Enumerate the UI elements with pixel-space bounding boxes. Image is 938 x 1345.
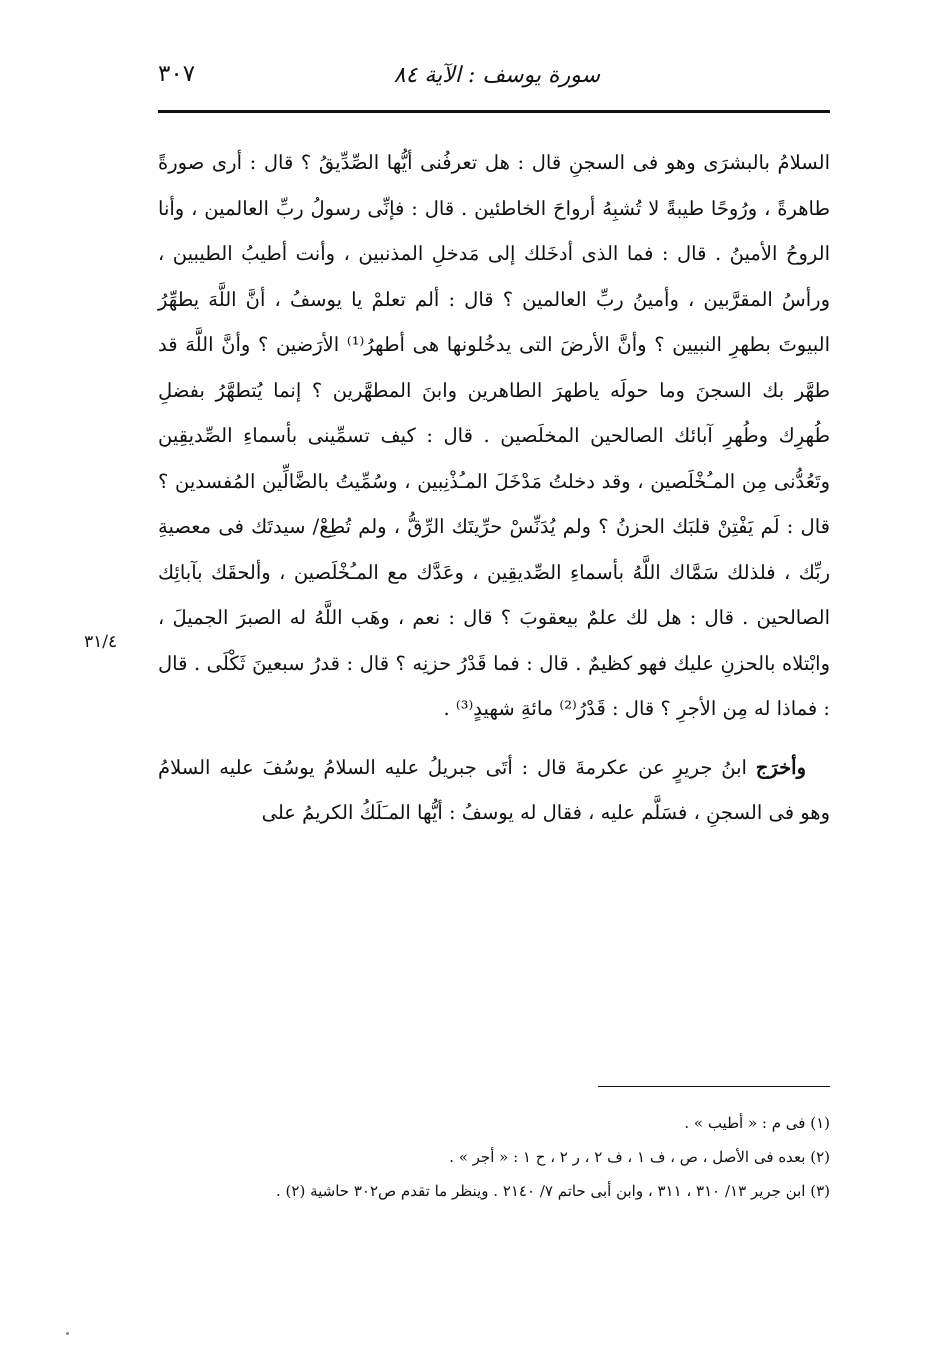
footnote-3: (٣) ابن جرير ١٣/ ٣١٠ ، ٣١١ ، وابن أبى حاتم ٧/ ٢١٤٠ . وينظر ما تقدم ص٣٠٢ حاشية (٢) . — [276, 1182, 830, 1200]
running-header — [158, 55, 830, 105]
scan-speck — [66, 1332, 69, 1335]
running-title: سورة يوسف : الآية ٨٤ — [393, 63, 600, 88]
footnotes — [158, 1106, 830, 1208]
main-text — [158, 140, 830, 836]
footnote-divider — [598, 1086, 830, 1087]
paragraph-2 — [158, 745, 830, 836]
footnote-1: (١) فى م : « أطيب » . — [684, 1114, 830, 1132]
paragraph-1: السلامُ بالبشرَى وهو فى السجنِ قال : هل تعرفُنى أيُّها الصِّدِّيقُ ؟ قال : أرى صورةً طاهرةً ، ورُوحًا طيبةً لا تُشبِهُ أرواحَ الخاطئين . قال : فإنِّى رسولُ ربِّ العالمين ، وأنا الروحُ الأمينُ . قال : فما الذى أدخَلك إلى مَدخلِ المذنبين ، وأنت أطيبُ الطيبين ، ورأسُ المقرَّبين ، وأمينُ ربِّ العالمين ؟ قال : ألم تعلمْ يا يوسفُ ، أنَّ اللَّهَ يطهِّرُ البيوتَ بطهرِ النبيين ؟ وأنَّ الأرضَ التى يدخُلونها هى أطهرُ⁽¹⁾ الأرَضين ؟ وأنَّ اللَّهَ قد طهَّر بك السجنَ وما حولَه ياطهرَ الطاهرين وابنَ المطهَّرين ؟ إنما يُتطهَّرُ بفضلِ طُهرِك وطُهرِ آبائك الصالحين المخلَصين . قال : كيف تسمِّينى بأسماءِ الصِّديقِين وتَعُدُّنى مِن المـُخْلَصين ، وقد دخلتُ مَدْخَلَ المـُذْنِبين ، وسُمِّيتُ بالضَّالِّين المُفسدين ؟ قال : لَم يَفْتِنْ قلبَك الحزنُ ؟ ولم يُدَنِّسْ حرِّيتَك الرِّقُّ ، ولم تُطِعْ/ سيدتَك فى معصيةِ ربِّك ، فلذلك سَمَّاك اللَّهُ بأسماءِ الصِّديقِين ، وعَدَّك مع المـُخْلَصين ، وألحقَك بآبائِك الصالحين . قال : هل لك علمٌ بيعقوبَ ؟ قال : نعم ، وهَب اللَّهُ له الصبرَ الجميلَ ، وابْتلاه بالحزنِ عليك فهو كظيمٌ . قال : فما قَدْرُ حزنِه ؟ قال : قدرُ سبعينَ ثَكْلَى . قال : فماذا له مِن الأجرِ ؟ قال : قَدْرُ⁽²⁾ مائةِ شهيدٍ⁽³⁾ . — [158, 151, 831, 720]
paragraph-2-lead: وأخرَج — [755, 755, 806, 779]
margin-reference: ٣١/٤ — [84, 632, 118, 652]
paragraph-2-text: ابنُ جريرٍ عن عكرمةَ قال : أتَى جبريلُ عليه السلامُ يوسُفَ عليه السلامُ وهو فى السجنِ ، فسَلَّم عليه ، فقال له يوسفُ : أيُّها المـَلَكُ الكريمُ على — [158, 755, 830, 824]
header-divider — [158, 110, 830, 113]
footnote-2: (٢) بعده فى الأصل ، ص ، ف ١ ، ف ٢ ، ر ٢ ، ح ١ : « أجر » . — [449, 1148, 830, 1166]
page-number: ٣٠٧ — [158, 61, 196, 87]
